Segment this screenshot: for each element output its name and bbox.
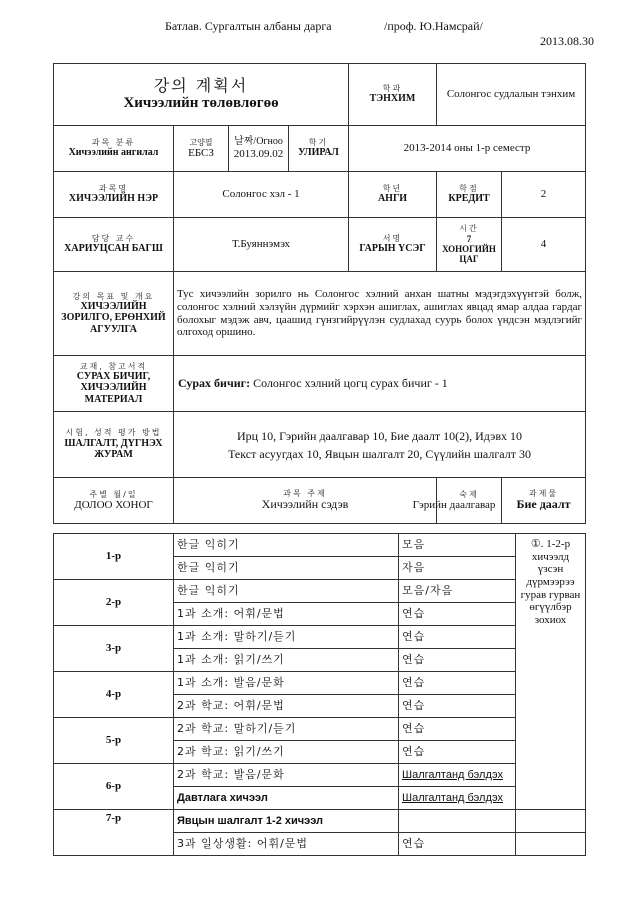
date-value: 2013.09.02: [233, 147, 284, 160]
topic-cell: 2과 학교: 읽기/쓰기: [174, 741, 399, 764]
professor-name: /проф. Ю.Намсрай/: [384, 19, 483, 33]
credit-label-mn: КРЕДИТ: [448, 193, 490, 205]
year-label-mn: АНГИ: [377, 193, 408, 205]
evaluation-label-cell: [54, 412, 174, 478]
approval-label: Батлав. Сургалтын албаны дарга: [165, 19, 332, 33]
teacher-label-kr: 담당 교수: [91, 234, 136, 244]
topic-cell: Давтлага хичээл: [174, 787, 399, 810]
week-label: 4-р: [54, 672, 174, 718]
materials-row: [54, 356, 586, 412]
homework-cell: 연습: [399, 718, 516, 741]
title-row: [54, 64, 586, 126]
course-label-cell: [54, 172, 174, 218]
teacher-value: Т.Буяннэмэх: [174, 218, 349, 272]
topic-cell: 2과 학교: 어휘/문법: [174, 695, 399, 718]
homework-cell: 자음: [399, 557, 516, 580]
course-value: Солонгос хэл - 1: [174, 172, 349, 218]
topic-cell: 1과 소개: 읽기/쓰기: [174, 649, 399, 672]
topic-header-mn: Хичээлийн сэдэв: [261, 497, 349, 512]
topic-header: [174, 478, 437, 524]
schedule-row: [54, 626, 586, 649]
week-label: 2-р: [54, 580, 174, 626]
topic-cell: Явцын шалгалт 1-2 хичээл: [174, 810, 399, 833]
syllabus-table: [53, 63, 586, 524]
year-label-kr: 학년: [382, 184, 403, 194]
homework-cell: 연습: [399, 649, 516, 672]
title-mongolian: Хичээлийн төлөвлөгөө: [123, 95, 279, 112]
semester-label-cell: [289, 126, 349, 172]
materials-label-kr: 교재, 참고서적: [79, 361, 148, 371]
schedule-row: [54, 718, 586, 741]
topic-cell: 한글 익히기: [174, 534, 399, 557]
teacher-label-mn: ХАРИУЦСАН БАГШ: [64, 243, 163, 255]
category-label-kr: 과목 분류: [91, 138, 136, 148]
signature-label-mn: ГАРЫН ҮСЭГ: [359, 243, 426, 255]
homework-cell: 연습: [399, 626, 516, 649]
topic-cell: 한글 익히기: [174, 580, 399, 603]
signature-label-cell: [349, 218, 437, 272]
topic-header-kr: 과목 주제: [283, 489, 327, 498]
schedule-row: [54, 810, 586, 833]
materials-label: Сурах бичиг:: [178, 375, 251, 390]
homework-cell: Шалгалтанд бэлдэх: [399, 787, 516, 810]
evaluation-label-kr: 시험, 성적 평가 방법: [65, 428, 162, 438]
topic-cell: 1과 소개: 말하기/듣기: [174, 626, 399, 649]
week-header-mn: ДОЛОО ХОНОГ: [74, 498, 153, 511]
goal-label-kr: 강의 목표 및 개요: [72, 291, 155, 301]
self-study-header: [502, 478, 586, 524]
evaluation-cell: [174, 412, 586, 478]
homework-cell: 모음/자음: [399, 580, 516, 603]
self-study-empty: [516, 810, 586, 833]
department-label-mn: ТЭНХИМ: [369, 93, 416, 105]
self-study-text: ①. 1-2-р хичээлд үзсэн дүрмээрээ гурав гурван өгүүлбэр зохиох: [516, 534, 586, 810]
topic-cell: 2과 학교: 발음/문화: [174, 764, 399, 787]
category-row: [54, 126, 586, 172]
course-row: [54, 172, 586, 218]
self-study-empty: [516, 833, 586, 856]
materials-label-cell: [54, 356, 174, 412]
credit-value: 2: [502, 172, 586, 218]
hours-label-kr: 시간: [459, 224, 479, 234]
category-code: ЕБСЗ: [188, 146, 214, 159]
semester-label-kr: 학기: [308, 138, 329, 148]
category-code-cell: [174, 126, 229, 172]
week-label: 1-р: [54, 534, 174, 580]
credit-label-kr: 학점: [459, 184, 479, 194]
week-label: 5-р: [54, 718, 174, 764]
topic-cell: 한글 익히기: [174, 557, 399, 580]
week-header-kr: 주별 월/일: [89, 489, 138, 499]
credit-label-cell: [437, 172, 502, 218]
department-label-kr: 학과: [382, 84, 403, 94]
hours-label-cell: [437, 218, 502, 272]
topic-cell: 1과 소개: 발음/문화: [174, 672, 399, 695]
teacher-row: [54, 218, 586, 272]
materials-cell: [174, 356, 586, 412]
category-code-kr: 고양필: [189, 137, 213, 147]
hours-label-mn: 7 ХОНОГИЙН ЦАГ: [442, 233, 496, 265]
goal-label-cell: [54, 272, 174, 356]
evaluation-label-mn: ШАЛГАЛТ, ДҮГНЭХ ЖУРАМ: [64, 437, 163, 461]
evaluation-row: [54, 412, 586, 478]
year-label-cell: [349, 172, 437, 218]
homework-header: [412, 478, 502, 524]
department-label-cell: [349, 64, 437, 126]
semester-value: 2013-2014 оны 1-р семестр: [349, 126, 586, 172]
topic-cell: 3과 일상생활: 어휘/문법: [174, 833, 399, 856]
self-study-header-mn: Бие даалт: [516, 497, 571, 512]
semester-label-mn: УЛИРАЛ: [298, 147, 339, 159]
category-label-mn: Хичээлийн ангилал: [68, 147, 159, 159]
homework-cell: 모음: [399, 534, 516, 557]
schedule-row: [54, 580, 586, 603]
week-header: [54, 478, 174, 524]
schedule-row: [54, 764, 586, 787]
schedule-header-row: [54, 478, 586, 524]
schedule-row: [54, 534, 586, 557]
week-label: 7-р: [54, 810, 174, 856]
date-label: 날짜/Огноо: [234, 136, 283, 148]
homework-cell: 연습: [399, 833, 516, 856]
course-label-mn: ХИЧЭЭЛИЙН НЭР: [68, 193, 159, 205]
evaluation-line-1: Ирц 10, Гэрийн даалгавар 10, Бие даалт 10(2), Идэвх 10: [237, 428, 522, 443]
materials-text: Солонгос хэлний цогц сурах бичиг - 1: [250, 375, 448, 390]
teacher-label-cell: [54, 218, 174, 272]
week-label: 6-р: [54, 764, 174, 810]
course-label-kr: 과목명: [98, 184, 129, 194]
goal-label-mn: ХИЧЭЭЛИЙН ЗОРИЛГО, ЕРӨНХИЙ АГУУЛГА: [61, 300, 166, 335]
document-date: 2013.08.30: [540, 34, 594, 48]
date-cell: [229, 126, 289, 172]
topic-cell: 2과 학교: 말하기/듣기: [174, 718, 399, 741]
self-study-header-kr: 과제물: [528, 489, 559, 498]
goal-row: [54, 272, 586, 356]
topic-cell: 1과 소개: 어휘/문법: [174, 603, 399, 626]
hours-value: 4: [502, 218, 586, 272]
schedule-row: [54, 672, 586, 695]
homework-cell: 연습: [399, 603, 516, 626]
homework-cell: 연습: [399, 672, 516, 695]
department-value: Солонгос судлалын тэнхим: [437, 64, 586, 126]
schedule-table: [53, 533, 586, 856]
evaluation-line-2: Текст асуугдах 10, Явцын шалгалт 20, Сүүлийн шалгалт 30: [228, 446, 531, 461]
category-label-cell: [54, 126, 174, 172]
homework-cell: Шалгалтанд бэлдэх: [399, 764, 516, 787]
signature-label-kr: 서명: [382, 234, 403, 244]
homework-header-kr: 숙제: [459, 489, 479, 499]
homework-cell: [399, 810, 516, 833]
homework-cell: 연습: [399, 741, 516, 764]
title-korean: 강의 계획서: [153, 75, 249, 95]
homework-header-mn: Гэрийн даалгавар: [412, 498, 496, 511]
materials-label-mn: СУРАХ БИЧИГ, ХИЧЭЭЛИЙН МАТЕРИАЛ: [76, 370, 151, 405]
week-label: 3-р: [54, 626, 174, 672]
title-cell: [54, 64, 349, 126]
homework-cell: 연습: [399, 695, 516, 718]
goal-text: Тус хичээлийн зорилго нь Солонгос хэлний анхан шатны мэдэгдэхүүнтэй болж, солонгос хэлний хэлзүйн дүрмийг хэрхэн ашиглах, ашиглах явцад ямар алдаа гардаг болохыг мэдэж авч, цаашид гүнзгийрүүлэн судлахад суурь болох үндсэн мэдлэгийг олгоход оршино.: [174, 272, 586, 356]
